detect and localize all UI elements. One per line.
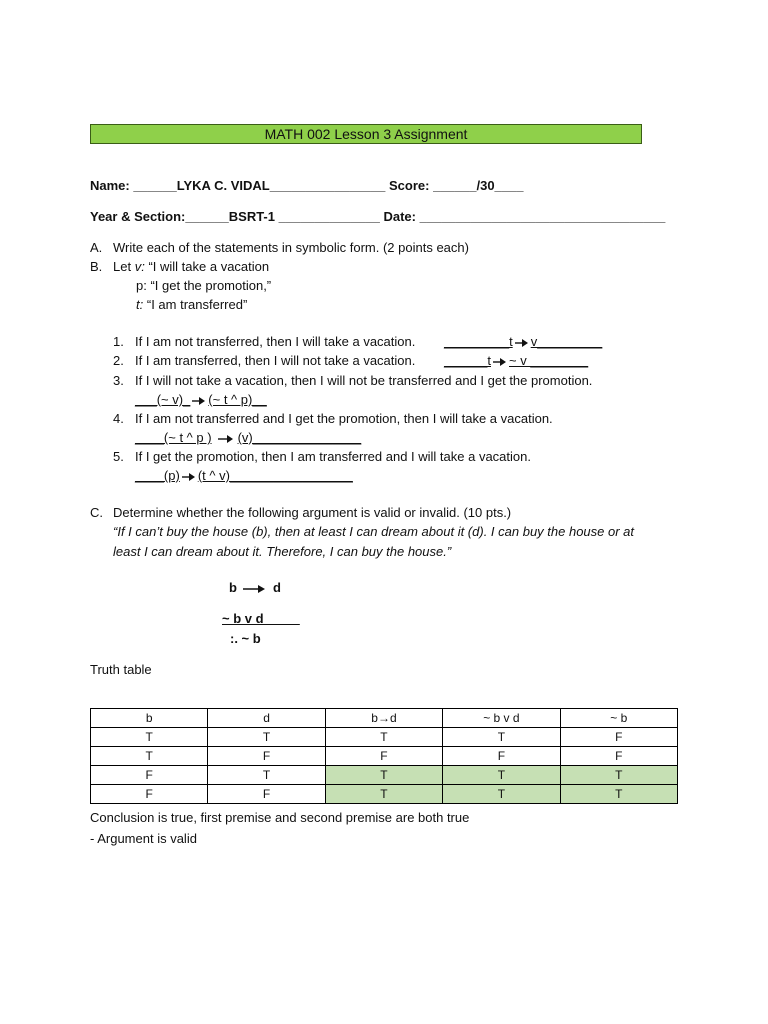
item-5-text: If I get the promotion, then I am transferred and I will take a vacation.	[135, 449, 531, 464]
item-2-text: If I am transferred, then I will not take a vacation.	[135, 353, 416, 368]
section-label: Year & Section:	[90, 209, 186, 224]
section-line	[90, 209, 665, 225]
header-not-b-or-d: ~ b v d	[443, 709, 560, 728]
item-1-answer-left: _________t	[444, 334, 513, 349]
item-3-text: If I will not take a vacation, then I will not be transferred and I get the promotion.	[135, 373, 593, 388]
score-value: ______/30____	[433, 178, 524, 193]
def-v-var: v:	[134, 259, 145, 274]
implies-arrow-icon	[182, 472, 196, 482]
item-5-answer-left: ____(p)	[135, 468, 180, 483]
truth-table-label: Truth table	[90, 662, 152, 677]
item-5-answer-right: (t ^ v)_________________	[197, 468, 353, 483]
item-2-answer-left: ______t	[444, 353, 491, 368]
implies-arrow-icon	[243, 584, 267, 594]
premise-2: ~ b v d_____	[222, 611, 300, 626]
argument-quote-line-2: least I can dream about it. Therefore, I can buy the house.”	[113, 544, 452, 559]
implies-arrow-icon	[192, 396, 206, 406]
def-t-line	[136, 297, 247, 313]
item-4-num: 4.	[113, 411, 124, 426]
name-value: ______LYKA C. VIDAL________________	[133, 178, 386, 193]
table-cell: F	[91, 785, 208, 804]
conclusion: :. ~ b	[230, 631, 261, 646]
item-1-answer	[444, 334, 602, 350]
item-2-answer-right: ~ v ________	[509, 353, 589, 368]
table-cell: F	[208, 785, 325, 804]
def-t-var: t:	[136, 297, 144, 312]
table-cell-highlighted: T	[325, 785, 442, 804]
table-row	[91, 728, 678, 747]
truth-table	[90, 708, 678, 804]
validity-note: - Argument is valid	[90, 831, 197, 846]
table-cell: F	[208, 747, 325, 766]
premise-1-left: b	[229, 580, 237, 595]
table-cell: T	[443, 728, 560, 747]
name-line	[90, 178, 523, 194]
item-1-text: If I am not transferred, then I will take a vacation.	[135, 334, 416, 349]
table-row	[91, 766, 678, 785]
table-cell: T	[91, 747, 208, 766]
header-not-b: ~ b	[560, 709, 677, 728]
table-cell-highlighted: T	[560, 766, 677, 785]
item-5-num: 5.	[113, 449, 124, 464]
section-a-text: Write each of the statements in symbolic form. (2 points each)	[113, 240, 469, 255]
conclusion-note: Conclusion is true, first premise and second premise are both true	[90, 810, 470, 825]
def-p-line	[136, 278, 271, 294]
def-t-text: “I am transferred”	[146, 297, 248, 312]
table-cell: T	[208, 766, 325, 785]
argument-quote-line-1: “If I can’t buy the house (b), then at least I can dream about it (d). I can buy the house or at	[113, 524, 635, 539]
header-b: b	[91, 709, 208, 728]
table-cell: T	[325, 728, 442, 747]
table-cell: F	[443, 747, 560, 766]
item-4-answer	[135, 430, 361, 446]
table-cell: F	[560, 728, 677, 747]
table-cell: T	[208, 728, 325, 747]
item-3-answer	[135, 392, 267, 408]
header-b-implies-d: b→d	[325, 709, 442, 728]
section-b-let-line	[113, 259, 269, 275]
item-4-answer-left: ____(~ t ^ p )	[135, 430, 212, 445]
table-cell-highlighted: T	[443, 766, 560, 785]
score-label: Score:	[389, 178, 430, 193]
section-c-text: Determine whether the following argument is valid or invalid. (10 pts.)	[113, 505, 512, 520]
premise-1-right: d	[272, 580, 281, 595]
date-label: Date:	[383, 209, 416, 224]
section-value: ______BSRT-1 ______________	[185, 209, 380, 224]
date-value: __________________________________	[419, 209, 666, 224]
table-row	[91, 747, 678, 766]
item-5-answer	[135, 468, 353, 484]
table-cell: F	[560, 747, 677, 766]
item-3-answer-left: ___(~ v)_	[135, 392, 191, 407]
item-1-answer-right: v_________	[530, 334, 603, 349]
section-c-marker: C.	[90, 505, 103, 520]
premise-1	[229, 580, 281, 596]
table-cell-highlighted: T	[325, 766, 442, 785]
item-3-num: 3.	[113, 373, 124, 388]
section-a-marker: A.	[90, 240, 103, 255]
let-word: Let	[113, 259, 132, 274]
item-3-answer-right: (~ t ^ p)__	[208, 392, 267, 407]
def-p-text: “I get the promotion,”	[150, 278, 272, 293]
name-label: Name:	[90, 178, 130, 193]
section-b-marker: B.	[90, 259, 103, 274]
table-cell: T	[91, 728, 208, 747]
table-cell: F	[91, 766, 208, 785]
def-p-var: p:	[136, 278, 147, 293]
implies-arrow-icon	[214, 434, 236, 444]
table-header-row	[91, 709, 678, 728]
item-1-num: 1.	[113, 334, 124, 349]
item-2-answer	[444, 353, 588, 369]
table-cell: F	[325, 747, 442, 766]
header-d: d	[208, 709, 325, 728]
table-cell-highlighted: T	[443, 785, 560, 804]
table-row	[91, 785, 678, 804]
item-4-answer-right: (v)_______________	[237, 430, 362, 445]
assignment-title: MATH 002 Lesson 3 Assignment	[90, 124, 642, 144]
table-cell-highlighted: T	[560, 785, 677, 804]
item-2-num: 2.	[113, 353, 124, 368]
implies-arrow-icon	[493, 357, 507, 367]
implies-arrow-icon	[515, 338, 529, 348]
item-4-text: If I am not transferred and I get the promotion, then I will take a vacation.	[135, 411, 553, 426]
def-v-text: “I will take a vacation	[148, 259, 270, 274]
